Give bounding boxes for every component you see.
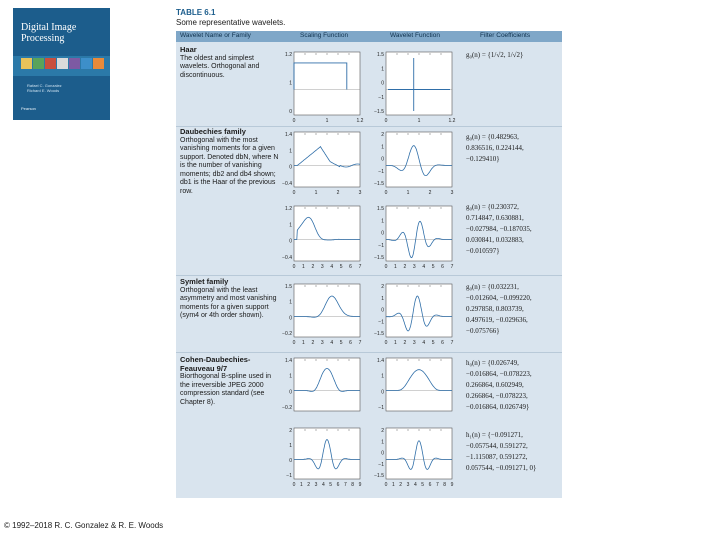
coef-line: 0.297858, 0.803739, [466, 305, 524, 313]
y-tick-label: 1.4 [285, 132, 292, 138]
grid-dot [316, 134, 317, 135]
table-panel [176, 31, 562, 498]
x-tick-label: 2 [403, 340, 407, 346]
grid-dot [408, 208, 409, 209]
grid-dot [441, 208, 442, 209]
x-tick-label: 2 [336, 190, 340, 196]
grid-dot [441, 360, 442, 361]
grid-dot [349, 360, 350, 361]
y-tick-label: 0 [289, 164, 292, 171]
x-tick-label: 6 [428, 482, 432, 488]
grid-dot [419, 134, 420, 135]
x-tick-label: 7 [358, 340, 362, 346]
coef-line: 0.057544, −0.091271, 0} [466, 464, 537, 472]
grid-dot [316, 54, 317, 55]
x-tick-label: 4 [330, 264, 334, 270]
y-tick-label: 1.4 [377, 358, 384, 364]
x-tick-label: 7 [358, 264, 362, 270]
y-tick-label: 1.5 [285, 284, 292, 290]
grid-dot [305, 360, 306, 361]
y-tick-label: −1.5 [374, 473, 384, 479]
x-tick-label: 0 [384, 118, 388, 124]
y-tick-label: 1 [381, 66, 384, 73]
row-divider [176, 352, 562, 353]
cover-thumb [57, 58, 68, 69]
family-description: Biorthogonal B-spline used in the irreversible JPEG 2000 compression standard (see Chapter 8). [180, 373, 272, 406]
x-tick-label: 6 [349, 264, 352, 270]
plot-frame [386, 52, 452, 115]
y-tick-label: 1.4 [285, 358, 292, 364]
y-tick-label: 1.5 [377, 206, 384, 212]
grid-dot [408, 430, 409, 431]
y-tick-label: 1 [289, 222, 292, 229]
coef-sym4 [466, 282, 532, 337]
grid-dot [397, 134, 398, 135]
grid-dot [419, 360, 420, 361]
grid-dot [430, 286, 431, 287]
coef-line: −1.115087, 0.591272, [466, 453, 528, 461]
x-tick-label: 7 [450, 264, 454, 270]
x-tick-label: 1 [302, 340, 305, 346]
coef-line: h₁(n) = {−0.091271, [466, 431, 523, 439]
y-tick-label: 0 [381, 156, 384, 163]
plot-frame [294, 428, 360, 479]
plot-frame [294, 52, 360, 115]
row-daubechies [180, 128, 282, 196]
y-tick-label: 1 [381, 439, 384, 446]
x-tick-label: 2 [428, 190, 432, 196]
family-name: Daubechies family [180, 127, 246, 136]
y-tick-label: −0.2 [282, 405, 292, 411]
coef-line: −0.012604, −0.099220, [466, 294, 532, 302]
y-tick-label: 0 [381, 389, 384, 396]
cdf-scaling-plot-a [282, 356, 364, 420]
y-tick-label: 1 [289, 373, 292, 380]
grid-dot [408, 286, 409, 287]
grid-dot [397, 208, 398, 209]
row-cdf [180, 356, 282, 407]
y-tick-label: 0 [289, 238, 292, 245]
x-tick-label: 1 [314, 190, 318, 196]
x-tick-label: 8 [351, 482, 355, 488]
grid-dot [305, 54, 306, 55]
row-symlet [180, 278, 282, 321]
grid-dot [397, 286, 398, 287]
family-name: Haar [180, 45, 197, 54]
x-tick-label: 5 [339, 340, 343, 346]
grid-dot [349, 286, 350, 287]
cdf-scaling-plot-b [286, 426, 364, 488]
y-tick-label: −0.4 [282, 181, 292, 187]
x-tick-label: 9 [450, 482, 454, 488]
coef-line: g₀(n) = {0.230372, [466, 203, 519, 211]
x-tick-label: 1 [394, 340, 397, 346]
coef-haar [466, 50, 523, 61]
y-tick-label: 1 [381, 218, 384, 225]
y-tick-label: 0 [289, 315, 292, 322]
table-number: TABLE 6.1 [176, 8, 216, 17]
haar-wavelet-plot [374, 50, 456, 124]
plot-frame [386, 358, 452, 411]
x-tick-label: 4 [330, 340, 334, 346]
y-tick-label: −1 [286, 473, 292, 479]
cover-author-2: Richard E. Woods [27, 88, 60, 93]
y-tick-label: −1.5 [374, 181, 384, 187]
grid-dot [397, 360, 398, 361]
x-tick-label: 2 [399, 482, 403, 488]
grid-dot [430, 134, 431, 135]
book-cover [13, 8, 110, 120]
x-tick-label: 3 [412, 340, 416, 346]
cdf-wavelet-plot-b [374, 426, 456, 488]
x-tick-label: 0 [384, 190, 388, 196]
x-tick-label: 1.2 [448, 118, 456, 124]
grid-dot [338, 134, 339, 135]
x-tick-label: 1 [325, 118, 329, 124]
coef-line: g₀(n) = {0.482963, [466, 133, 519, 141]
plot-frame [294, 206, 360, 261]
plot-frame [294, 284, 360, 337]
y-tick-label: 1 [289, 148, 292, 155]
coef-line: 0.030841, 0.032883, [466, 236, 524, 244]
db4-wavelet-plot [374, 204, 456, 270]
y-tick-label: 1 [289, 299, 292, 306]
x-tick-label: 0 [292, 340, 296, 346]
x-tick-label: 6 [441, 340, 444, 346]
grid-dot [349, 54, 350, 55]
grid-dot [316, 286, 317, 287]
header-name: Wavelet Name or Family [180, 32, 251, 39]
x-tick-label: 4 [413, 482, 417, 488]
x-tick-label: 9 [358, 482, 362, 488]
x-tick-label: 0 [384, 482, 388, 488]
table-caption: Some representative wavelets. [176, 18, 286, 27]
grid-dot [327, 208, 328, 209]
grid-dot [305, 208, 306, 209]
x-tick-label: 1 [299, 482, 303, 488]
x-tick-label: 3 [314, 482, 318, 488]
cover-title-line2: Processing [21, 33, 65, 44]
grid-dot [327, 134, 328, 135]
grid-dot [397, 430, 398, 431]
haar-scaling-plot [286, 50, 364, 124]
row-haar [180, 46, 282, 80]
grid-dot [338, 286, 339, 287]
y-tick-label: 1 [289, 443, 292, 449]
cover-thumb [81, 58, 92, 69]
y-tick-label: 1 [381, 295, 384, 302]
coef-line: −0.016864, 0.026749} [466, 403, 530, 411]
row-divider [176, 275, 562, 276]
x-tick-label: 4 [422, 264, 426, 270]
table-header-row [176, 31, 562, 42]
grid-dot [349, 208, 350, 209]
grid-dot [316, 208, 317, 209]
coef-db2 [466, 132, 524, 165]
plot-frame [386, 428, 452, 479]
coef-line: −0.129410} [466, 155, 500, 163]
grid-dot [327, 54, 328, 55]
cover-thumb [45, 58, 56, 69]
y-tick-label: −0.4 [282, 255, 292, 261]
x-tick-label: 6 [349, 340, 352, 346]
cdf-wavelet-plot-a [378, 356, 456, 420]
grid-dot [338, 208, 339, 209]
y-tick-label: −1 [378, 168, 384, 175]
y-tick-label: 1 [381, 373, 384, 380]
plot-frame [386, 284, 452, 337]
y-tick-label: 0 [381, 230, 384, 237]
y-tick-label: −1 [378, 319, 384, 326]
x-tick-label: 3 [450, 190, 454, 196]
db2-wavelet-plot [374, 130, 456, 196]
coef-line: g₀(n) = {0.032231, [466, 283, 519, 291]
table-heading [176, 8, 285, 27]
grid-dot [419, 208, 420, 209]
grid-dot [305, 134, 306, 135]
coef-line: −0.010597} [466, 247, 500, 255]
grid-dot [441, 286, 442, 287]
coef-cdf-h1 [466, 430, 536, 474]
x-tick-label: 7 [435, 482, 439, 488]
plot-frame [386, 206, 452, 261]
coef-db4 [466, 202, 532, 257]
y-tick-label: −1.5 [374, 109, 384, 115]
grid-dot [327, 430, 328, 431]
y-tick-label: −1 [378, 405, 384, 411]
cover-thumb [69, 58, 80, 69]
y-tick-label: −1 [378, 242, 384, 249]
y-tick-label: 0 [289, 109, 292, 115]
y-tick-label: −0.2 [282, 331, 292, 337]
x-tick-label: 0 [384, 340, 388, 346]
y-tick-label: 1.2 [285, 52, 292, 58]
y-tick-label: 1 [381, 144, 384, 151]
x-tick-label: 1 [391, 482, 395, 488]
family-name: Cohen-Daubechies-Feauveau 9/7 [180, 355, 251, 373]
cover-thumb [21, 58, 32, 69]
y-tick-label: 0 [289, 389, 292, 396]
family-description: The oldest and simplest wavelets. Orthogonal and discontinuous. [180, 54, 260, 79]
x-tick-label: 0 [292, 482, 296, 488]
grid-dot [408, 360, 409, 361]
y-tick-label: 0 [289, 458, 292, 464]
x-tick-label: 3 [412, 264, 416, 270]
family-name: Symlet family [180, 277, 229, 286]
grid-dot [305, 286, 306, 287]
x-tick-label: 5 [431, 340, 435, 346]
grid-dot [327, 286, 328, 287]
x-tick-label: 4 [422, 340, 426, 346]
x-tick-label: 3 [320, 264, 324, 270]
cover-thumb [33, 58, 44, 69]
x-tick-label: 1 [417, 118, 421, 124]
x-tick-label: 7 [450, 340, 454, 346]
grid-dot [441, 54, 442, 55]
y-tick-label: 1.2 [285, 206, 292, 212]
cover-authors [27, 83, 62, 93]
x-tick-label: 5 [339, 264, 343, 270]
x-tick-label: 7 [343, 482, 347, 488]
grid-dot [349, 430, 350, 431]
x-tick-label: 2 [307, 482, 311, 488]
db4-scaling-plot [282, 204, 364, 270]
x-tick-label: 5 [431, 264, 435, 270]
cover-author-1: Rafael C. Gonzalez [27, 83, 62, 88]
family-description: Orthogonal with the most vanishing moments for a given support. Denoted dbN, where N is the number of vanishing moments; db2 and db4 shown; db1 is the Haar of the previous row. [180, 136, 279, 195]
x-tick-label: 1 [394, 264, 397, 270]
grid-dot [349, 134, 350, 135]
x-tick-label: 0 [292, 264, 296, 270]
coef-line: 0.836516, 0.224144, [466, 144, 524, 152]
db2-scaling-plot [282, 130, 364, 196]
x-tick-label: 1 [302, 264, 305, 270]
coef-line: 0.714847, 0.630881, [466, 214, 524, 222]
grid-dot [305, 430, 306, 431]
cover-title-line1: Digital Image [21, 22, 77, 33]
plot-frame [294, 358, 360, 411]
plot-frame [294, 132, 360, 187]
grid-dot [430, 208, 431, 209]
x-tick-label: 2 [311, 340, 315, 346]
grid-dot [441, 134, 442, 135]
y-tick-label: 2 [381, 428, 384, 434]
header-wavelet: Wavelet Function [390, 32, 440, 39]
x-tick-label: 3 [358, 190, 362, 196]
x-tick-label: 1 [406, 190, 410, 196]
grid-dot [430, 360, 431, 361]
grid-dot [338, 360, 339, 361]
x-tick-label: 2 [403, 264, 407, 270]
x-tick-label: 1.2 [356, 118, 364, 124]
y-tick-label: −1.5 [374, 331, 384, 337]
x-tick-label: 8 [443, 482, 447, 488]
grid-dot [441, 430, 442, 431]
grid-dot [316, 430, 317, 431]
coef-line: −0.057544, 0.591272, [466, 442, 528, 450]
copyright-notice: © 1992–2018 R. C. Gonzalez & R. E. Woods [4, 521, 164, 530]
y-tick-label: −1.5 [374, 255, 384, 261]
x-tick-label: 0 [384, 264, 388, 270]
cover-thumb [93, 58, 104, 69]
y-tick-label: 0 [381, 80, 384, 87]
family-description: Orthogonal with the least asymmetry and most vanishing moments for a given support (sym4 or 4th order shown). [180, 286, 277, 319]
x-tick-label: 6 [336, 482, 340, 488]
grid-dot [338, 54, 339, 55]
x-tick-label: 5 [329, 482, 333, 488]
sym4-scaling-plot [282, 282, 364, 346]
coef-line: −0.075766} [466, 327, 500, 335]
y-tick-label: 0 [381, 450, 384, 457]
x-tick-label: 3 [320, 340, 324, 346]
y-tick-label: −1 [378, 94, 384, 101]
y-tick-label: −1 [378, 461, 384, 468]
coef-line: 0.266864, 0.602949, [466, 381, 524, 389]
coef-cdf-h0 [466, 358, 532, 413]
x-tick-label: 6 [441, 264, 444, 270]
coef-line: g₀(n) = {1/√2, 1/√2} [466, 51, 524, 59]
grid-dot [408, 54, 409, 55]
grid-dot [419, 430, 420, 431]
coef-line: −0.027984, −0.187035, [466, 225, 532, 233]
grid-dot [327, 360, 328, 361]
coef-line: 0.266864, −0.078223, [466, 392, 528, 400]
cover-title [21, 22, 76, 44]
cover-publisher: Pearson [21, 106, 36, 111]
grid-dot [430, 54, 431, 55]
grid-dot [316, 360, 317, 361]
coef-line: 0.497619, −0.029636, [466, 316, 528, 324]
y-tick-label: 1 [289, 80, 292, 87]
x-tick-label: 4 [321, 482, 325, 488]
sym4-wavelet-plot [374, 282, 456, 346]
coef-line: h₀(n) = {0.026749, [466, 359, 519, 367]
grid-dot [430, 430, 431, 431]
y-tick-label: 2 [381, 132, 384, 138]
x-tick-label: 3 [406, 482, 410, 488]
y-tick-label: 0 [381, 307, 384, 314]
coef-line: −0.016864, −0.078223, [466, 370, 532, 378]
x-tick-label: 5 [421, 482, 425, 488]
grid-dot [419, 54, 420, 55]
grid-dot [419, 286, 420, 287]
x-tick-label: 0 [292, 190, 296, 196]
y-tick-label: 2 [381, 284, 384, 290]
header-coefficients: Filter Coefficients [480, 32, 531, 39]
y-tick-label: 2 [289, 428, 292, 434]
grid-dot [338, 430, 339, 431]
header-scaling: Scaling Function [300, 32, 349, 39]
x-tick-label: 0 [292, 118, 296, 124]
grid-dot [408, 134, 409, 135]
grid-dot [397, 54, 398, 55]
y-tick-label: 1.5 [377, 52, 384, 58]
x-tick-label: 2 [311, 264, 315, 270]
